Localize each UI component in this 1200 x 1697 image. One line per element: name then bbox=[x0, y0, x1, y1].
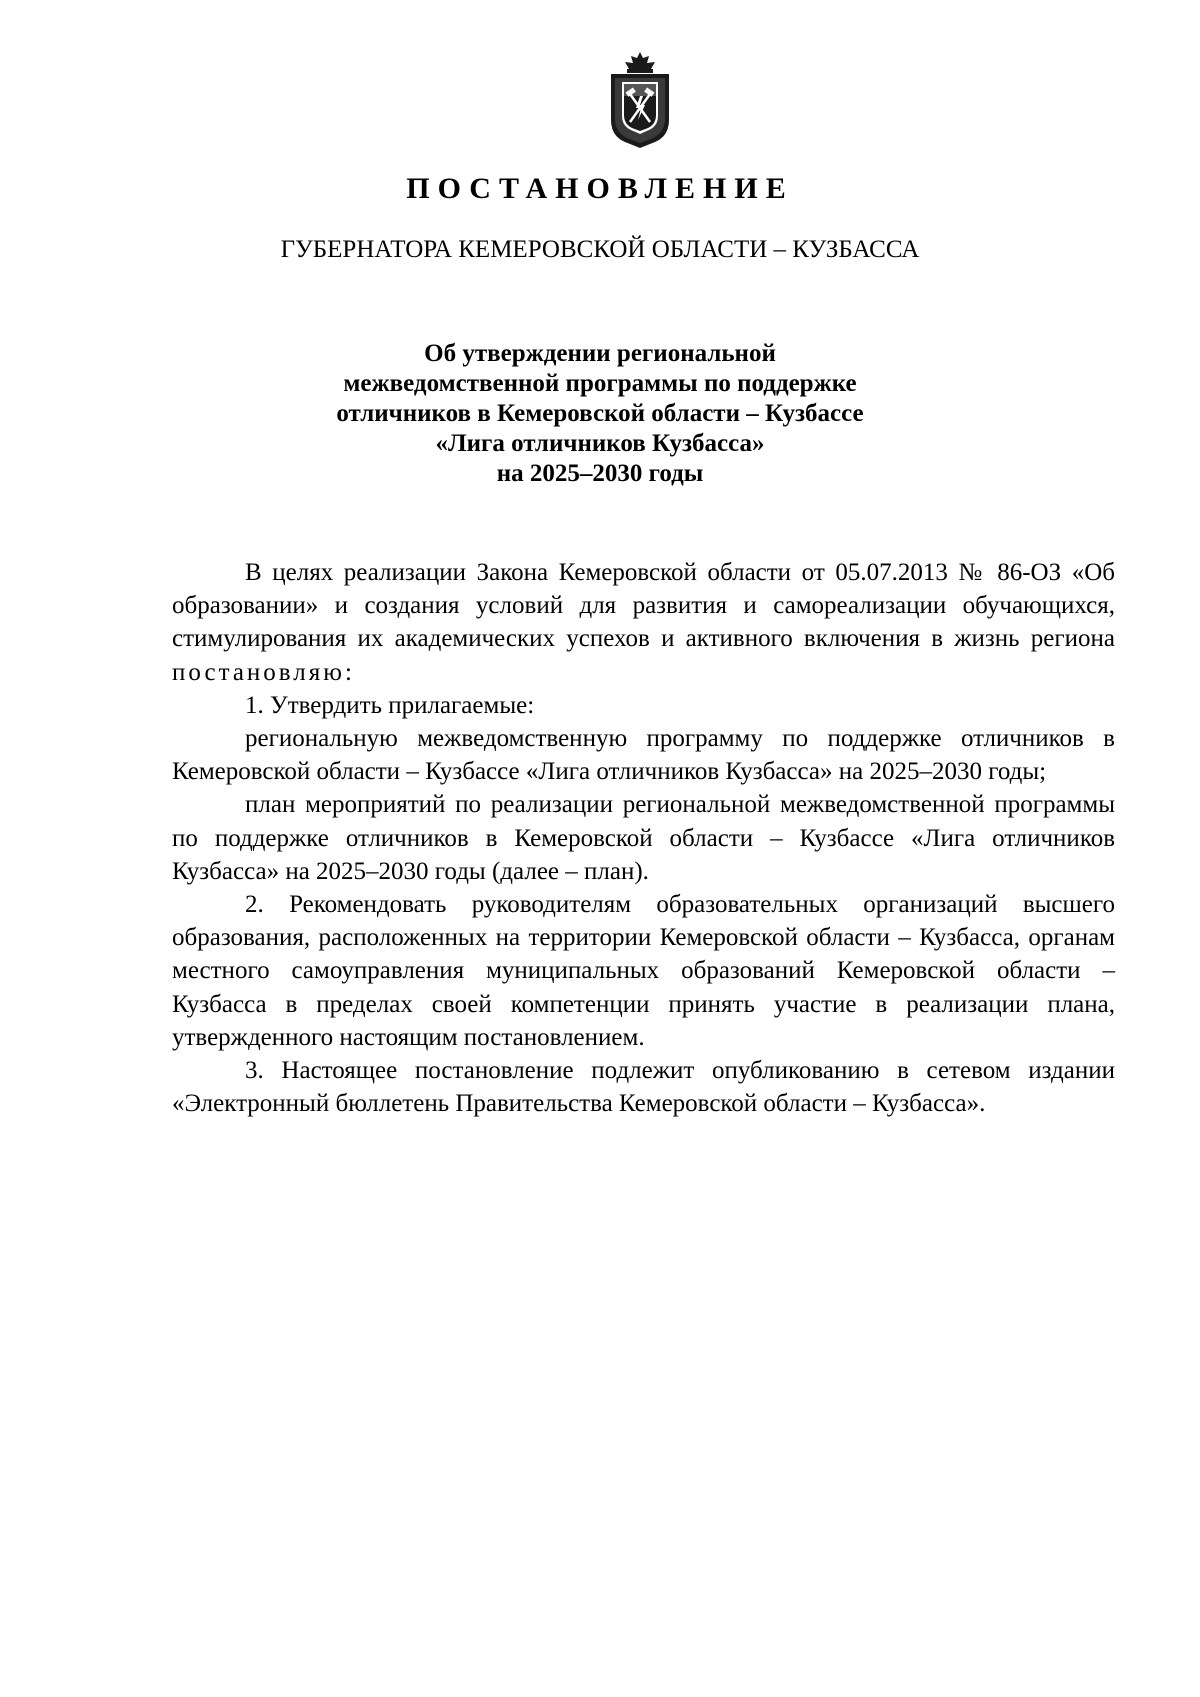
preamble-colon: : bbox=[344, 658, 352, 686]
title-line: «Лига отличников Кузбасса» bbox=[435, 430, 765, 457]
preamble-text: В целях реализации Закона Кемеровской области от 05.07.2013 № 86-ОЗ «Об образовании» и создания условий для развития и самореализации обучающихся, стимулирования их академических успехов и активного включения в жизнь региона bbox=[172, 559, 1115, 653]
clause-3: 3. Настоящее постановление подлежит опубликованию в сетевом издании «Электронный бюллетень Правительства Кемеровской области – Кузбасса». bbox=[172, 1057, 1115, 1118]
resolve-word: постановляю bbox=[172, 658, 345, 686]
document-title bbox=[0, 339, 1200, 489]
title-line: межведомственной программы по поддержке bbox=[343, 370, 857, 397]
clause-1: 1. Утвердить прилагаемые: bbox=[245, 691, 535, 719]
preamble-paragraph bbox=[172, 556, 1115, 689]
title-line: на 2025–2030 годы bbox=[496, 460, 704, 487]
document-body bbox=[172, 556, 1115, 1120]
title-line: Об утверждении региональной bbox=[424, 340, 776, 367]
clause-1-item-plan: план мероприятий по реализации региональной межведомственной программы по поддержке отличников в Кемеровской области – Кузбассе «Лига отличников Кузбасса» на 2025–2030 годы (далее – план). bbox=[172, 791, 1115, 885]
title-line: отличников в Кемеровской области – Кузбассе bbox=[336, 400, 864, 427]
coat-of-arms-icon bbox=[605, 50, 675, 150]
issuer-heading: ГУБЕРНАТОРА КЕМЕРОВСКОЙ ОБЛАСТИ – КУЗБАССА bbox=[280, 236, 920, 263]
clause-2: 2. Рекомендовать руководителям образовательных организаций высшего образования, расположенных на территории Кемеровской области – Кузбасса, органам местного самоуправления муниципальных образований Кемеровской области – Кузбасса в пределах своей компетенции принять участие в реализации плана, утвержденного настоящим постановлением. bbox=[172, 891, 1115, 1051]
document-type-heading: ПОСТАНОВЛЕНИЕ bbox=[406, 172, 794, 205]
clause-1-item-program: региональную межведомственную программу по поддержке отличников в Кемеровской области – Кузбассе «Лига отличников Кузбасса» на 2025–2030 годы; bbox=[172, 725, 1115, 786]
